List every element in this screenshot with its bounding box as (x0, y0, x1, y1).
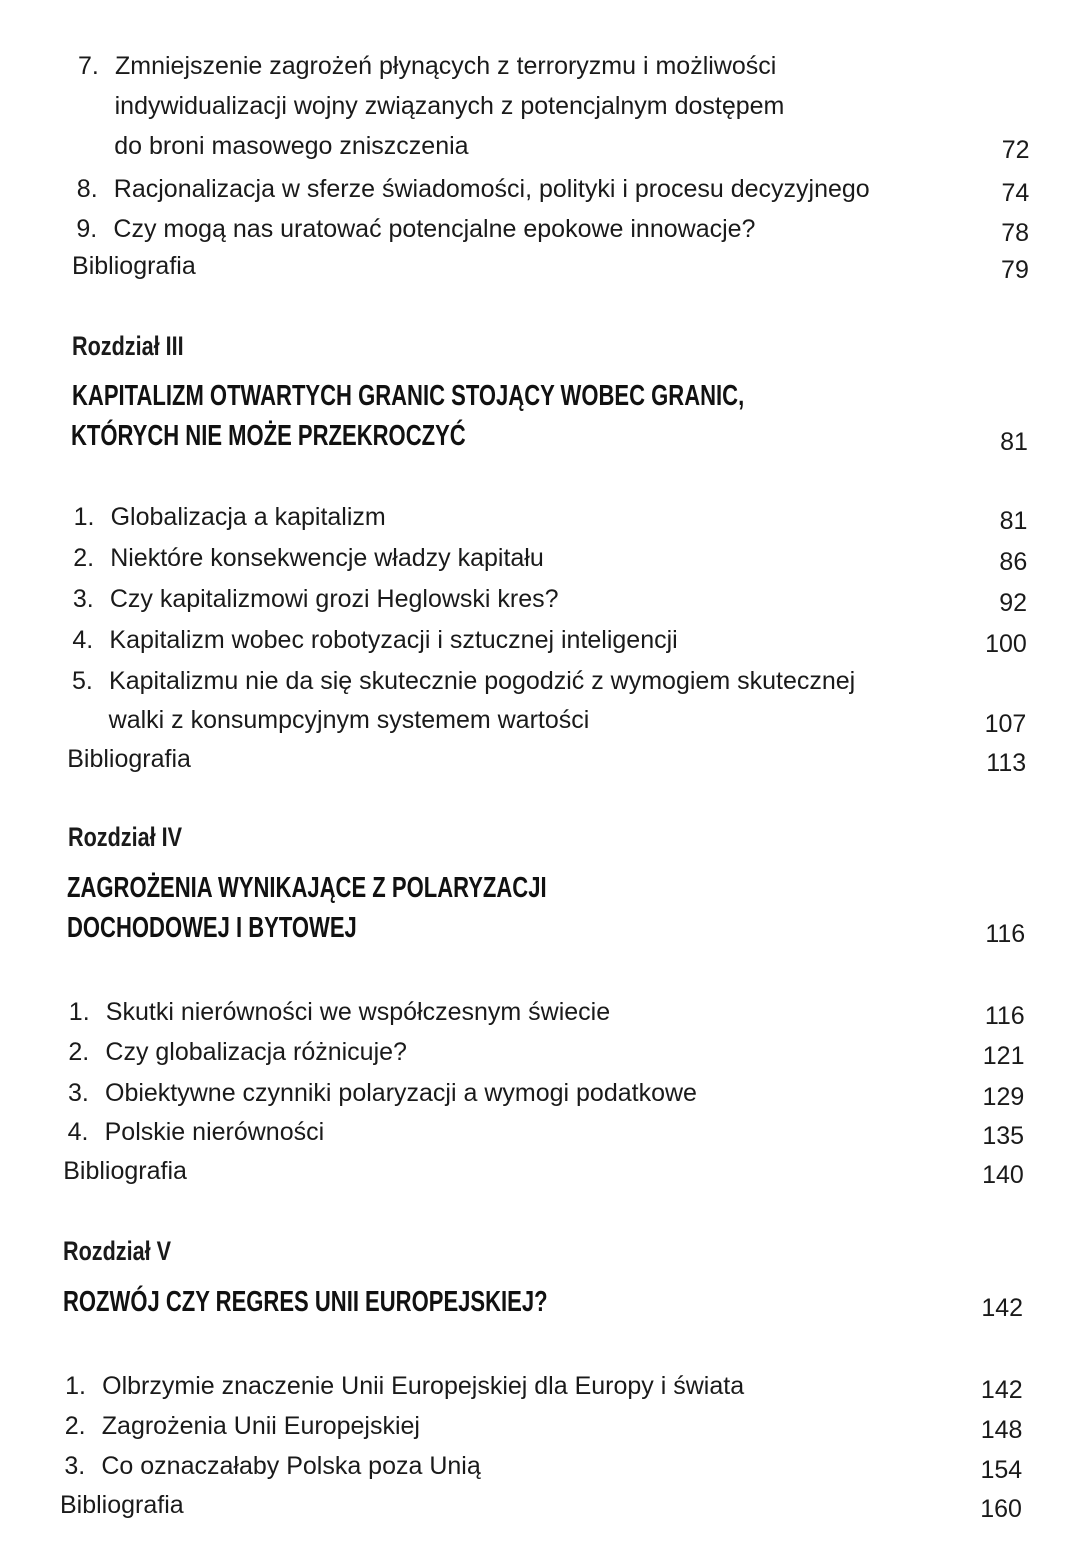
page-number: 116 (984, 1002, 1025, 1030)
item-number: 3. (64, 1452, 86, 1480)
item-title: Obiektywne czynniki polaryzacji a wymogi podatkowe (105, 1079, 697, 1107)
chapter-title: KTÓRYCH NIE MOŻE PRZEKROCZYĆ (71, 420, 467, 452)
item-title: Skutki nierówności we współczesnym świecie (105, 998, 611, 1026)
page-number: 129 (982, 1083, 1025, 1111)
page-number: 74 (1001, 179, 1030, 207)
page-number: 100 (985, 630, 1027, 658)
item-title: Zmniejszenie zagrożeń płynących z terroryzmu i możliwości (115, 52, 777, 80)
page-number: 154 (980, 1456, 1023, 1484)
page-number: 92 (999, 589, 1028, 617)
item-title: Niektóre konsekwencje władzy kapitału (110, 544, 544, 572)
page-number: 142 (981, 1294, 1024, 1322)
bibliography-label: Bibliografia (72, 252, 196, 280)
chapter-title: ROZWÓJ CZY REGRES UNII EUROPEJSKIEJ? (62, 1286, 548, 1318)
chapter-title: ZAGROŻENIA WYNIKAJĄCE Z POLARYZACJI (67, 872, 547, 904)
bibliography-label: Bibliografia (60, 1491, 184, 1519)
bibliography-label: Bibliografia (63, 1157, 187, 1185)
item-title: Racjonalizacja w sferze świadomości, polityki i procesu decyzyjnego (113, 175, 870, 203)
item-title: walki z konsumpcyjnym systemem wartości (108, 706, 590, 734)
item-title: Polskie nierówności (104, 1118, 325, 1146)
item-title: Kapitalizmu nie da się skutecznie pogodzić z wymogiem skutecznej (109, 667, 856, 695)
page-number: 72 (1001, 136, 1030, 164)
item-number: 4. (72, 626, 94, 654)
chapter-label: Rozdział III (72, 331, 184, 361)
page-number: 78 (1001, 219, 1030, 247)
item-title: Zagrożenia Unii Europejskiej (101, 1412, 420, 1440)
item-title: Olbrzymie znaczenie Unii Europejskiej dla Europy i świata (102, 1372, 745, 1400)
item-title: do broni masowego zniszczenia (114, 132, 469, 160)
item-title: Globalizacja a kapitalizm (110, 503, 386, 531)
chapter-title: DOCHODOWEJ I BYTOWEJ (66, 912, 357, 944)
item-number: 4. (67, 1118, 89, 1146)
page-number: 142 (980, 1376, 1023, 1404)
page-number: 140 (982, 1161, 1024, 1189)
item-number: 2. (64, 1412, 86, 1440)
chapter-label: Rozdział IV (67, 822, 182, 852)
page-number: 113 (986, 749, 1027, 777)
item-number: 1. (68, 998, 90, 1026)
item-title: Co oznaczałaby Polska poza Unią (101, 1452, 481, 1480)
page-number: 121 (982, 1042, 1025, 1070)
item-number: 5. (72, 667, 93, 695)
item-number: 7. (78, 52, 99, 80)
page-number: 81 (999, 507, 1028, 535)
item-number: 8. (76, 175, 98, 203)
item-number: 3. (72, 585, 94, 613)
page-number: 81 (1000, 428, 1028, 456)
item-number: 1. (65, 1372, 87, 1400)
item-title: Czy mogą nas uratować potencjalne epokowe innowacje? (113, 215, 756, 243)
item-number: 3. (68, 1079, 89, 1107)
page-number: 135 (982, 1122, 1025, 1150)
item-title: indywidualizacji wojny związanych z potencjalnym dostępem (114, 92, 785, 120)
item-number: 2. (73, 544, 95, 572)
chapter-title: KAPITALIZM OTWARTYCH GRANIC STOJĄCY WOBEC GRANIC, (71, 380, 745, 412)
chapter-label: Rozdział V (63, 1236, 172, 1266)
item-number: 1. (73, 503, 95, 531)
item-title: Czy globalizacja różnicuje? (105, 1038, 407, 1066)
item-title: Czy kapitalizmowi grozi Heglowski kres? (109, 585, 559, 613)
item-number: 2. (68, 1038, 90, 1066)
page-number: 148 (980, 1416, 1023, 1444)
item-title: Kapitalizm wobec robotyzacji i sztucznej inteligencji (109, 626, 678, 654)
bibliography-label: Bibliografia (67, 745, 191, 773)
page-number: 160 (980, 1495, 1022, 1523)
page-number: 86 (999, 548, 1028, 576)
page-number: 116 (985, 920, 1026, 948)
page-number: 107 (984, 710, 1027, 738)
page-number: 79 (1001, 256, 1029, 284)
item-number: 9. (76, 215, 98, 243)
